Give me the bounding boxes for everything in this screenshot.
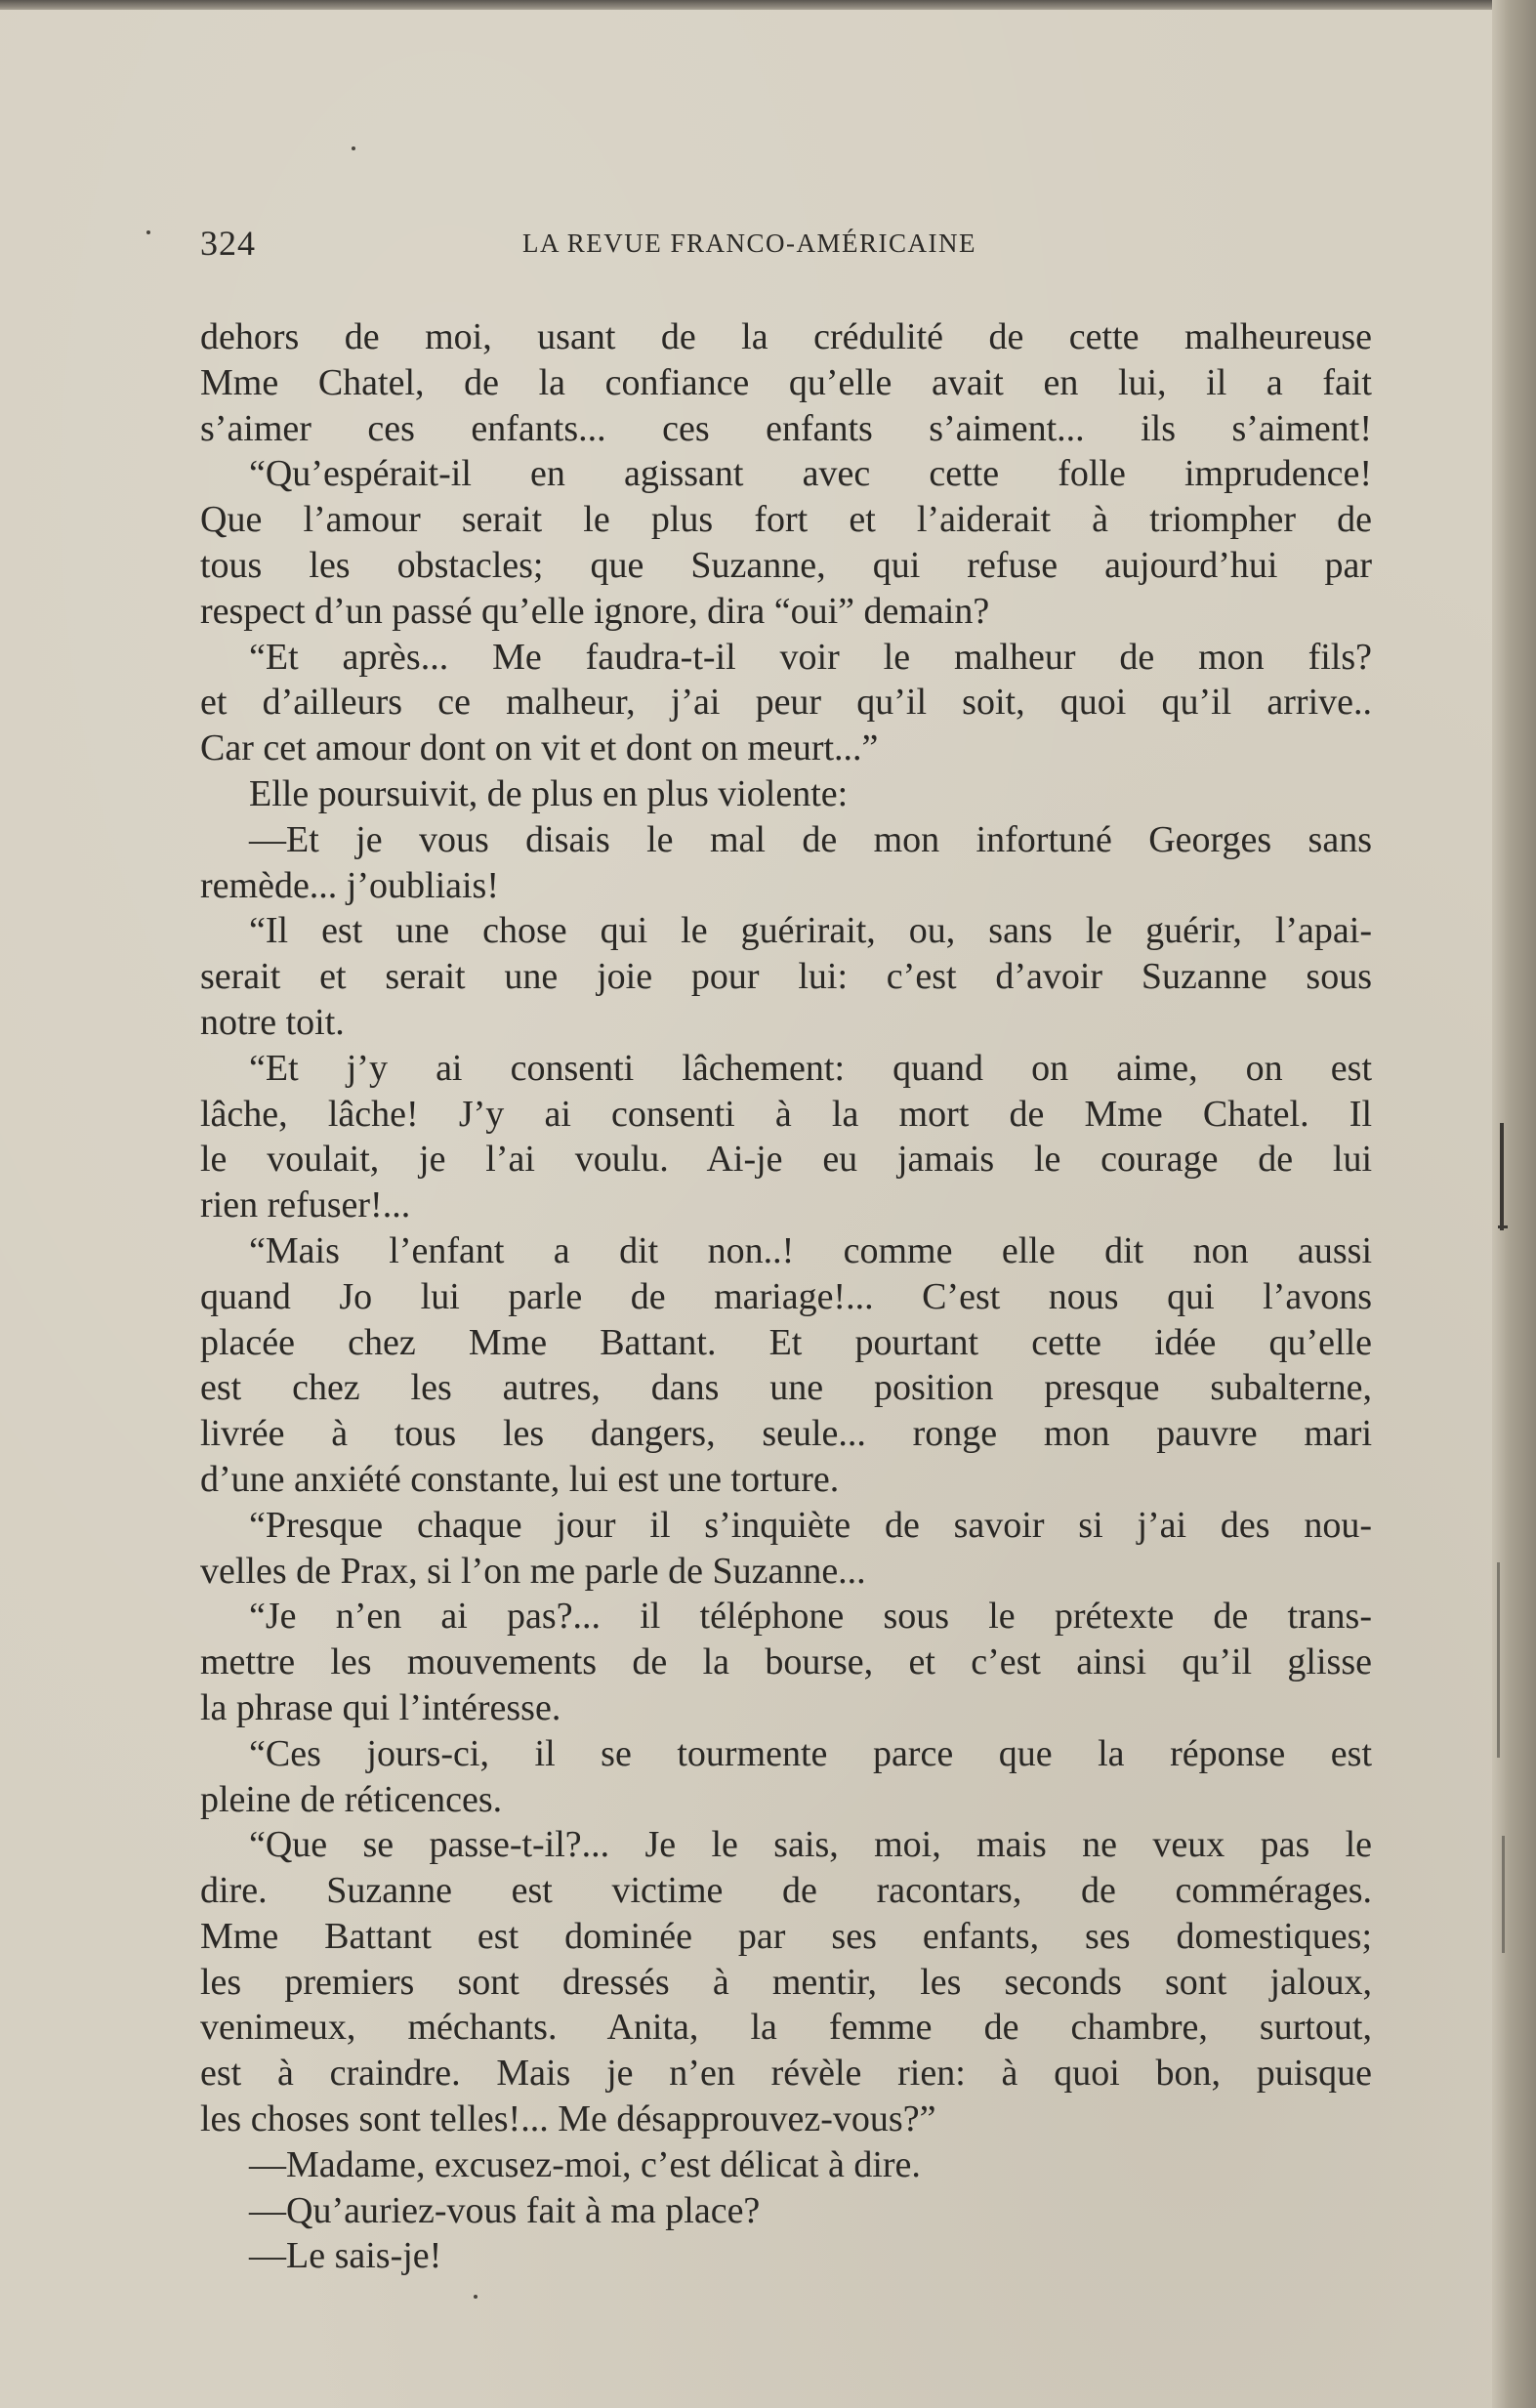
text-line: venimeux, méchants. Anita, la femme de chambre, surtout, <box>200 2007 1372 2049</box>
text-line: les choses sont telles!... Me désapprouvez-vous?” <box>200 2098 936 2140</box>
text-line: les premiers sont dressés à mentir, les seconds sont jaloux, <box>200 1961 1372 2003</box>
text-line: “Mais l’enfant a dit non..! comme elle dit non aussi <box>249 1229 1372 1271</box>
paper-speck <box>474 2295 477 2299</box>
text-line: Elle poursuivit, de plus en plus violente: <box>249 772 849 814</box>
edge-mark <box>1502 1836 1505 1953</box>
journal-title: LA REVUE FRANCO-AMÉRICAINE <box>522 228 977 258</box>
text-line: livrée à tous les dangers, seule... ronge mon pauvre mari <box>200 1413 1372 1455</box>
edge-mark <box>1500 1123 1504 1230</box>
text-line: Que l’amour serait le plus fort et l’aiderait à triompher de <box>200 499 1372 541</box>
text-line: s’aimer ces enfants... ces enfants s’aiment... ils s’aiment! <box>200 407 1372 449</box>
text-line: dire. Suzanne est victime de racontars, de commérages. <box>200 1870 1372 1912</box>
text-line: rien refuser!... <box>200 1184 411 1226</box>
text-line: “Je n’en ai pas?... il téléphone sous le prétexte de trans- <box>249 1596 1372 1638</box>
text-line: la phrase qui l’intéresse. <box>200 1686 561 1728</box>
text-line: “Qu’espérait-il en agissant avec cette folle imprudence! <box>249 453 1372 495</box>
text-line: pleine de réticences. <box>200 1778 503 1820</box>
text-line: placée chez Mme Battant. Et pourtant cette idée qu’elle <box>200 1321 1372 1363</box>
edge-mark <box>1497 1562 1500 1758</box>
text-line: “Ces jours-ci, il se tourmente parce que la réponse est <box>249 1732 1372 1774</box>
text-line: —Et je vous disais le mal de mon infortuné Georges sans <box>249 818 1372 860</box>
text-line: —Le sais-je! <box>249 2235 442 2277</box>
text-line: “Presque chaque jour il s’inquiète de savoir si j’ai des nou- <box>249 1504 1372 1546</box>
text-line: remède... j’oubliais! <box>200 864 500 906</box>
text-line: d’une anxiété constante, lui est une torture. <box>200 1458 840 1500</box>
text-line: notre toit. <box>200 1001 345 1043</box>
text-line: dehors de moi, usant de la crédulité de cette malheureuse <box>200 316 1372 357</box>
text-line: respect d’un passé qu’elle ignore, dira “oui” demain? <box>200 590 990 632</box>
text-line: Mme Chatel, de la confiance qu’elle avait en lui, il a fait <box>200 361 1372 403</box>
text-line: Mme Battant est dominée par ses enfants, ses domestiques; <box>200 1915 1372 1957</box>
text-line: “Et après... Me faudra-t-il voir le malheur de mon fils? <box>249 636 1372 678</box>
text-line: et d’ailleurs ce malheur, j’ai peur qu’il soit, quoi qu’il arrive.. <box>200 682 1372 724</box>
text-line: serait et serait une joie pour lui: c’est d’avoir Suzanne sous <box>200 956 1372 998</box>
text-line: lâche, lâche! J’y ai consenti à la mort de Mme Chatel. Il <box>200 1093 1372 1135</box>
page-stack-edge <box>1492 0 1536 2408</box>
text-line: “Et j’y ai consenti lâchement: quand on aime, on est <box>249 1047 1372 1089</box>
page-number: 324 <box>200 224 256 263</box>
paper-speck <box>146 230 150 234</box>
text-line: est à craindre. Mais je n’en révèle rien: à quoi bon, puisque <box>200 2053 1372 2095</box>
body-text <box>200 314 1372 2279</box>
text-line: “Il est une chose qui le guérirait, ou, sans le guérir, l’apai- <box>249 910 1372 952</box>
text-line: est chez les autres, dans une position presque subalterne, <box>200 1367 1372 1409</box>
text-line: mettre les mouvements de la bourse, et c’est ainsi qu’il glisse <box>200 1641 1372 1683</box>
text-line: “Que se passe-t-il?... Je le sais, moi, mais ne veux pas le <box>249 1824 1372 1866</box>
text-line: Car cet amour dont on vit et dont on meurt...” <box>200 727 879 769</box>
text-line: le voulait, je l’ai voulu. Ai-je eu jamais le courage de lui <box>200 1139 1372 1181</box>
edge-mark <box>1498 1225 1508 1228</box>
text-line: quand Jo lui parle de mariage!... C’est nous qui l’avons <box>200 1275 1372 1317</box>
running-head <box>200 223 1372 281</box>
paper-speck <box>352 146 355 150</box>
text-line: tous les obstacles; que Suzanne, qui refuse aujourd’hui par <box>200 544 1372 586</box>
text-line: —Madame, excusez-moi, c’est délicat à dire. <box>249 2143 921 2185</box>
text-line: velles de Prax, si l’on me parle de Suzanne... <box>200 1550 866 1592</box>
text-line: —Qu’auriez-vous fait à ma place? <box>249 2189 761 2231</box>
